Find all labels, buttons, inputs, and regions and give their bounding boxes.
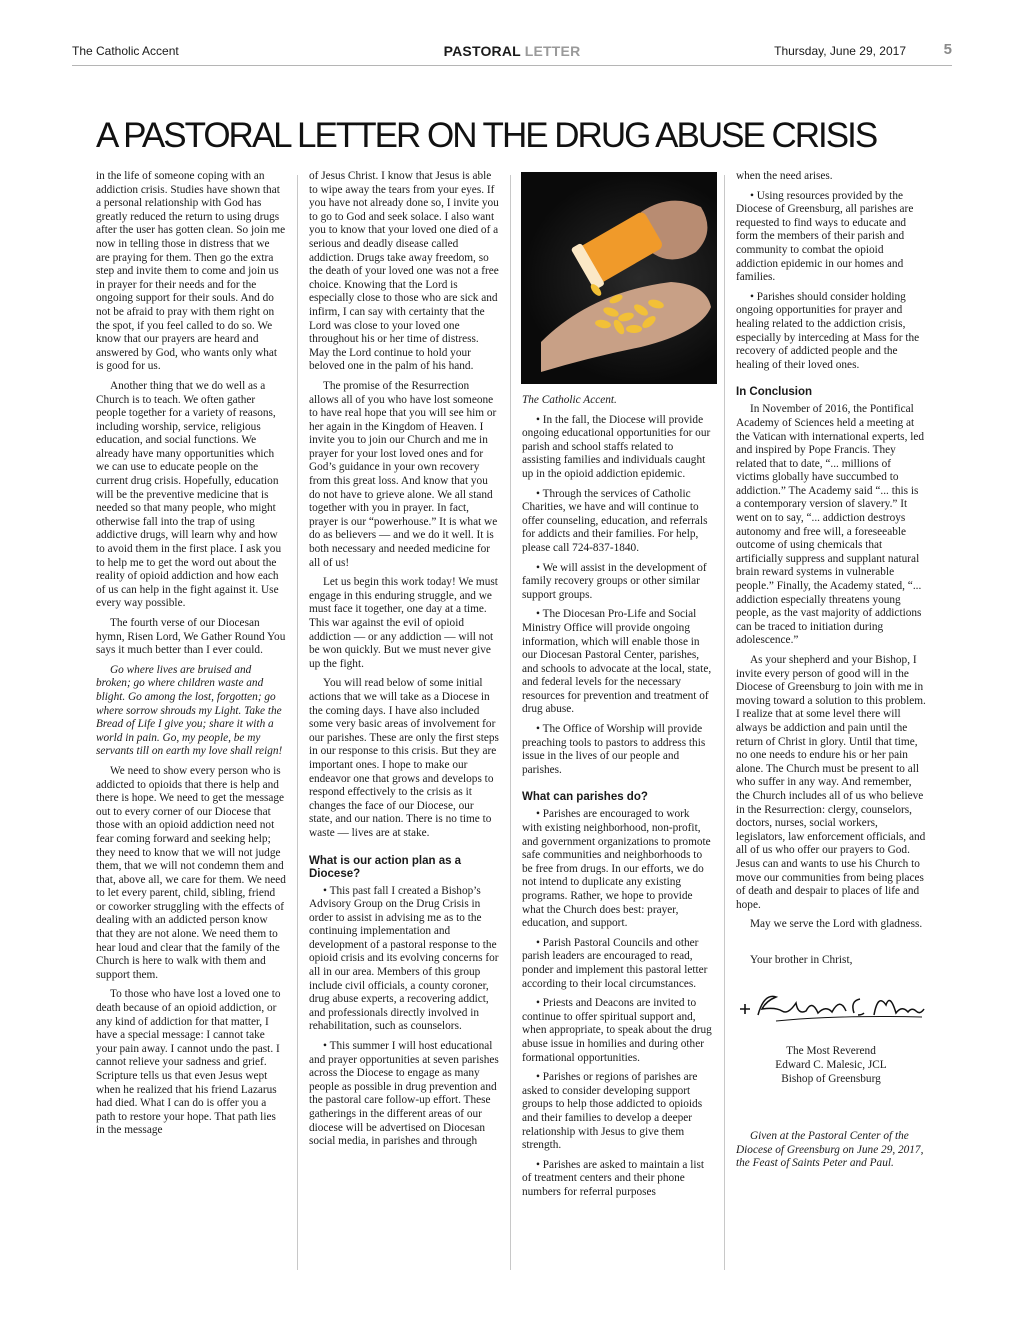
- pills-in-hand-photo: [521, 172, 717, 384]
- paragraph: As your shepherd and your Bishop, I invite every person of good will in the Diocese of Greensburg to join with me in moving toward a solution to this problem. I realize that at some level there will always be addiction and pain until the return of Christ in glory. Until that time, no one needs to endure his or her pain alone. The Church must be present to all who suffer in any way. And remember, the Church includes all of us who believe in the Resurrection: clergy, counselors, doctors, nurses, social workers, legislators, law enforcement officials, and all of us who offer our prayers to God. Jesus can and wants to use his Church to move our communities from being places of death and despair to places of life and hope.: [736, 654, 926, 911]
- bullet-paragraph: • The Diocesan Pro-Life and Social Ministry Office will provide ongoing information, which will enable those in our Diocesan Pastoral Center, parishes, and schools to advocate at the local, state, and federal levels for the necessary resources for prevention and treatment of drug abuse.: [522, 608, 712, 716]
- bullet-paragraph: • Priests and Deacons are invited to continue to offer spiritual support and, when appropriate, to speak about the drug abuse issue in homilies and during other formational opportunities.: [522, 997, 712, 1064]
- column-2: [309, 170, 499, 1280]
- issue-date: Thursday, June 29, 2017: [774, 44, 906, 58]
- bullet-paragraph: • This past fall I created a Bishop’s Advisory Group on the Drug Crisis in order to assist in advising me as to the continuing implementation and development of a pastoral response to the opioid crisis and its evolving concerns for all in our area. Members of this group include civil officials, a county coroner, drug abuse experts, a recovering addict, and professionals directly involved in rehabilitation, such as counselors.: [309, 884, 499, 1033]
- photo-credit: The Catholic Accent.: [522, 394, 617, 406]
- bullet-paragraph: • Parishes are encouraged to work with existing neighborhood, non-profit, and government organizations to promote safe communities and neighborhoods to be free from drugs. In our efforts, we do not intend to duplicate any existing programs. Rather, we hope to provide what the Church does best: prayer, education, and support.: [522, 808, 711, 930]
- column-4: [736, 170, 926, 1280]
- page-number: 5: [943, 41, 952, 58]
- section-title-light: LETTER: [524, 43, 581, 59]
- paragraph: You will read below of some initial actions that we will take as a Diocese in the coming days. I have also included some very basic areas of involvement for our parishes. These are only the first steps in our response to this crisis. But they are important ones. I hope to make our endeavor one that grows and develops to respond effectively to the crisis as it changes the face of our Diocese, our state, and our nation. There is no time to waste — lives are at stake.: [309, 677, 499, 839]
- bullet-paragraph: • We will assist in the development of family recovery groups or other similar support groups.: [522, 561, 707, 601]
- open-palm-shape: [541, 282, 711, 372]
- paragraph: when the need arises.: [736, 170, 833, 182]
- closing-salutation: Your brother in Christ,: [750, 953, 853, 966]
- paragraph: in the life of someone coping with an addiction crisis. Studies have shown that a personal relationship with God has greatly reduced the return to using drugs after the user has gotten clean. So join me now in telling those in distress that we are praying for them. Then go the extra step and invite them to come and join us in prayer for their needs and for the ongoing support for their souls. And do not be afraid to pray with them right on the spot, if you feel called to do so. We know that our prayers are heard and answered by God, who wants only what is good for us.: [96, 170, 286, 373]
- bullet-paragraph: • In the fall, the Diocese will provide ongoing educational opportunities for our parish and school staffs related to assisting families and individuals caught up in the opioid addiction epidemic.: [522, 413, 711, 480]
- column-divider: [724, 175, 725, 1270]
- dateline: Given at the Pastoral Center of the Diocese of Greensburg on June 29, 2017, the Feast of Saints Peter and Paul.: [736, 1130, 924, 1170]
- page-header: [72, 38, 952, 62]
- bullet-paragraph: • Parishes are asked to maintain a list of treatment centers and their phone numbers for referral purposes: [522, 1158, 705, 1198]
- paragraph: The promise of the Resurrection allows all of you who have lost someone to have real hope that you will see him or her again in the Kingdom of Heaven. I invite you to join our Church and me in prayer for your lost loved ones and for God’s guidance in your own recovery from this great loss. And know that you do not have to grieve alone. We all stand together with you in prayer. In fact, prayer is our “powerhouse.” It is what we do as believers — and we do it well. It is both necessary and needed medicine for all of us!: [309, 379, 498, 569]
- publication-name: The Catholic Accent: [72, 44, 179, 58]
- bullet-paragraph: • The Office of Worship will provide preaching tools to pastors to address this issue in the lives of our people and parishes.: [522, 723, 706, 776]
- pills-hand-illustration: [521, 172, 717, 384]
- bullet-paragraph: • Parish Pastoral Councils and other parish leaders are encouraged to read, ponder and implement this pastoral letter according to their local circumstances.: [522, 936, 708, 990]
- paragraph: Let us begin this work today! We must engage in this enduring struggle, and we must face it together, one day at a time. This war against the evil of opioid addiction — or any addiction — will not be won quickly. But we must never give up the fight.: [309, 576, 498, 670]
- hymn-quote: Go where lives are bruised and broken; go where children waste and blight. Go among the lost, forgotten; go where sorrow shrouds my Light. Take the Bread of Life I give you; share it with a world in pain. Go, my people, be my servants till on earth my love shall reign!: [96, 663, 283, 758]
- handwritten-signature: [736, 985, 926, 1029]
- bullet-paragraph: • This summer I will host educational and prayer opportunities at seven parishes across the Diocese to engage as many people as possible in drug prevention and the pastoral care follow-up effort. These gatherings in the different areas of our diocese will be advertised on Diocesan social media, in parishes and through: [309, 1040, 499, 1148]
- column-1: [96, 170, 286, 1280]
- bishop-title: The Most Reverend: [786, 1045, 876, 1058]
- paragraph: of Jesus Christ. I know that Jesus is able to wipe away the tears from your eyes. If you have not already done so, I invite you to go to God and seek solace. I also want you to know that your loved one died of a serious and deadly disease called addiction. Drugs take away freedom, so the death of your loved one was not a free choice. Knowing that the Lord is especially close to those who are sick and infirm, I can say with certainty that the Lord was close to your loved one throughout his or her time of distress. May the Lord continue to hold your beloved one in the palm of his hand.: [309, 170, 499, 373]
- paragraph: The fourth verse of our Diocesan hymn, Risen Lord, We Gather Round You says it much better than I ever could.: [96, 617, 286, 657]
- bullet-paragraph: • Through the services of Catholic Charities, we have and will continue to offer counseling, education, and referrals for addicts and their families. For help, please call 724-837-1840.: [522, 487, 708, 554]
- paragraph: Another thing that we do well as a Church is to teach. We often gather people together for a variety of reasons, including worship, service, religious education, and social functions. We already have many opportunities which we can use to educate people on the current drug crisis. Hopefully, education will be the preventive medicine that is needed so that many people, who might otherwise fall into the trap of using addictive drugs, will learn why and how to avoid them in the first place. I ask you to help me to get the word out about the reality of opioid addiction and how each of us can help in the fight against it. Use every way possible.: [96, 379, 282, 610]
- column-3: [522, 394, 712, 1280]
- paragraph: We need to show every person who is addicted to opioids that there is help and there is hope. We need to get the message out to every corner of our Diocese that those with an opioid addiction need not fear coming forward and seeking help; they need to know that we will not judge them, that we will not condemn them and that, above all, we care for them. We need to let every parent, child, sibling, friend or coworker struggling with the effects of dealing with an addicted person know that they are not alone. We need them to hear loud and clear that the family of the Church is here to walk with them and support them.: [96, 764, 286, 981]
- paragraph: To those who have lost a loved one to death because of an opioid addiction, or any kind of addiction for that matter, I have a special message: I cannot take your pain away. I cannot undo the past. I cannot relieve your sadness and grief. Scripture tells us that even Jesus wept when he realized that his friend Lazarus had died. What I can do is offer you a path to restore your hope. That path lies in the message: [96, 988, 281, 1137]
- subheading: What is our action plan as a Diocese?: [309, 854, 462, 880]
- column-divider: [510, 175, 511, 1270]
- subheading: In Conclusion: [736, 386, 813, 399]
- bullet-paragraph: • Parishes should consider holding ongoing opportunities for prayer and healing related to the addiction crisis, especially by interceding at Mass for the recovery of addicted people and the healing of their loved ones.: [736, 290, 920, 371]
- bishop-diocese: Bishop of Greensburg: [781, 1072, 881, 1085]
- paragraph: In November of 2016, the Pontifical Academy of Sciences held a meeting at the Vatican with international experts, led and inspired by Pope Francis. They related that to date, “... millions of victims globally have succumbed to addiction.” The Academy said “... this is a contemporary version of slavery.” It went on to say, “... addiction destroys autonomy and free will, a foreseeable outcome of using chemicals that artificially suppress and supplant natural brain reward systems in vulnerable people.” Finally, the Academy stated, “... addiction especially threatens young people, as the vast majority of addictions can be traced to initiation during adolescence.”: [736, 403, 925, 647]
- header-rule: [72, 65, 952, 66]
- section-title-bold: PASTORAL: [443, 43, 521, 59]
- paragraph: May we serve the Lord with gladness.: [750, 918, 923, 931]
- signature-block: [736, 1045, 926, 1086]
- subheading: What can parishes do?: [522, 791, 648, 804]
- bullet-paragraph: • Using resources provided by the Diocese of Greensburg, all parishes are requested to find ways to educate and form the members of their parish and community to combat the opioid addiction epidemic in our homes and families.: [736, 189, 914, 284]
- bishop-name: Edward C. Malesic, JCL: [775, 1059, 887, 1072]
- article-headline: A PASTORAL LETTER ON THE DRUG ABUSE CRISIS: [96, 116, 877, 155]
- column-divider: [297, 175, 298, 1270]
- signature: [736, 985, 926, 1029]
- bullet-paragraph: • Parishes or regions of parishes are asked to consider developing support groups to help those addicted to opioids and their families to develop a deeper relationship with Jesus to give them strength.: [522, 1071, 703, 1152]
